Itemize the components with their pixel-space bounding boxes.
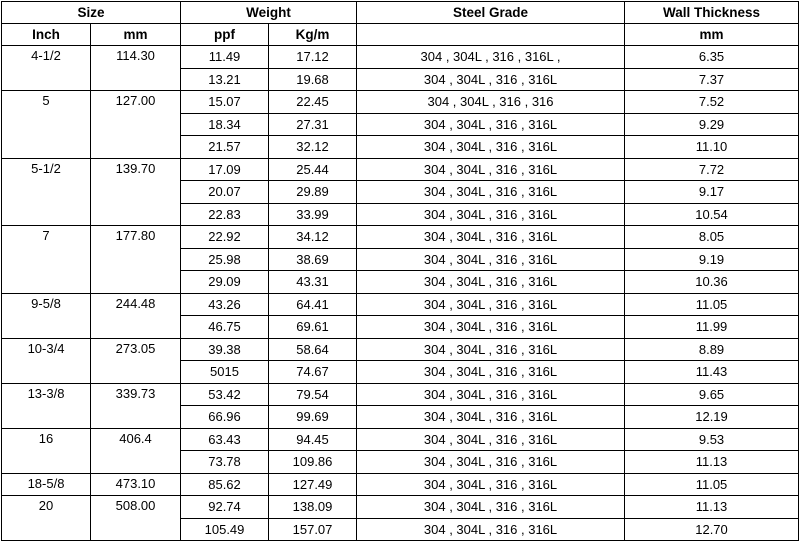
size-mm-cell: 339.73 bbox=[91, 383, 181, 428]
subheader-blank bbox=[357, 24, 625, 46]
wall-thickness-cell: 12.70 bbox=[625, 518, 799, 541]
wall-thickness-cell: 8.05 bbox=[625, 226, 799, 249]
steel-grade-cell: 304 , 304L , 316 , 316L bbox=[357, 226, 625, 249]
weight-kgm-cell: 19.68 bbox=[269, 68, 357, 91]
wall-thickness-cell: 11.05 bbox=[625, 293, 799, 316]
wall-thickness-cell: 11.05 bbox=[625, 473, 799, 496]
steel-grade-cell: 304 , 304L , 316 , 316L bbox=[357, 451, 625, 474]
size-mm-cell: 114.30 bbox=[91, 46, 181, 91]
steel-grade-cell: 304 , 304L , 316 , 316L bbox=[357, 68, 625, 91]
weight-kgm-cell: 69.61 bbox=[269, 316, 357, 339]
steel-grade-cell: 304 , 304L , 316 , 316L bbox=[357, 496, 625, 519]
size-mm-cell: 508.00 bbox=[91, 496, 181, 541]
weight-kgm-cell: 138.09 bbox=[269, 496, 357, 519]
weight-kgm-cell: 157.07 bbox=[269, 518, 357, 541]
wall-thickness-cell: 8.89 bbox=[625, 338, 799, 361]
steel-grade-cell: 304 , 304L , 316 , 316L bbox=[357, 136, 625, 159]
steel-grade-cell: 304 , 304L , 316 , 316L bbox=[357, 271, 625, 294]
header-wall-thickness: Wall Thickness bbox=[625, 2, 799, 24]
weight-ppf-cell: 22.83 bbox=[181, 203, 269, 226]
weight-kgm-cell: 17.12 bbox=[269, 46, 357, 69]
wall-thickness-cell: 11.99 bbox=[625, 316, 799, 339]
wall-thickness-cell: 7.72 bbox=[625, 158, 799, 181]
steel-grade-cell: 304 , 304L , 316 , 316L bbox=[357, 203, 625, 226]
subheader-mm: mm bbox=[91, 24, 181, 46]
steel-grade-cell: 304 , 304L , 316 , 316L bbox=[357, 406, 625, 429]
size-inch-cell: 7 bbox=[2, 226, 91, 294]
weight-ppf-cell: 13.21 bbox=[181, 68, 269, 91]
weight-ppf-cell: 85.62 bbox=[181, 473, 269, 496]
wall-thickness-cell: 6.35 bbox=[625, 46, 799, 69]
weight-ppf-cell: 43.26 bbox=[181, 293, 269, 316]
wall-thickness-cell: 9.53 bbox=[625, 428, 799, 451]
wall-thickness-cell: 10.54 bbox=[625, 203, 799, 226]
weight-ppf-cell: 63.43 bbox=[181, 428, 269, 451]
weight-ppf-cell: 73.78 bbox=[181, 451, 269, 474]
wall-thickness-cell: 9.29 bbox=[625, 113, 799, 136]
weight-kgm-cell: 127.49 bbox=[269, 473, 357, 496]
weight-kgm-cell: 22.45 bbox=[269, 91, 357, 114]
weight-ppf-cell: 5015 bbox=[181, 361, 269, 384]
table-header bbox=[2, 2, 799, 46]
steel-grade-cell: 304 , 304L , 316 , 316L bbox=[357, 361, 625, 384]
size-mm-cell: 473.10 bbox=[91, 473, 181, 496]
weight-kgm-cell: 64.41 bbox=[269, 293, 357, 316]
wall-thickness-cell: 7.37 bbox=[625, 68, 799, 91]
wall-thickness-cell: 11.13 bbox=[625, 451, 799, 474]
table-row bbox=[2, 383, 799, 406]
wall-thickness-cell: 11.43 bbox=[625, 361, 799, 384]
weight-ppf-cell: 29.09 bbox=[181, 271, 269, 294]
weight-ppf-cell: 18.34 bbox=[181, 113, 269, 136]
steel-grade-cell: 304 , 304L , 316 , 316L bbox=[357, 293, 625, 316]
wall-thickness-cell: 11.13 bbox=[625, 496, 799, 519]
weight-ppf-cell: 22.92 bbox=[181, 226, 269, 249]
steel-grade-cell: 304 , 304L , 316 , 316L bbox=[357, 428, 625, 451]
weight-kgm-cell: 109.86 bbox=[269, 451, 357, 474]
size-inch-cell: 20 bbox=[2, 496, 91, 541]
steel-grade-cell: 304 , 304L , 316 , 316L bbox=[357, 316, 625, 339]
wall-thickness-cell: 12.19 bbox=[625, 406, 799, 429]
subheader-ppf: ppf bbox=[181, 24, 269, 46]
steel-grade-cell: 304 , 304L , 316 , 316L bbox=[357, 181, 625, 204]
size-inch-cell: 18-5/8 bbox=[2, 473, 91, 496]
table-row bbox=[2, 473, 799, 496]
weight-kgm-cell: 38.69 bbox=[269, 248, 357, 271]
weight-ppf-cell: 17.09 bbox=[181, 158, 269, 181]
table-body bbox=[2, 46, 799, 541]
weight-ppf-cell: 92.74 bbox=[181, 496, 269, 519]
size-mm-cell: 139.70 bbox=[91, 158, 181, 226]
weight-kgm-cell: 43.31 bbox=[269, 271, 357, 294]
weight-kgm-cell: 58.64 bbox=[269, 338, 357, 361]
subheader-wall-mm: mm bbox=[625, 24, 799, 46]
wall-thickness-cell: 10.36 bbox=[625, 271, 799, 294]
steel-grade-cell: 304 , 304L , 316 , 316L bbox=[357, 518, 625, 541]
table-row bbox=[2, 158, 799, 181]
size-inch-cell: 10-3/4 bbox=[2, 338, 91, 383]
weight-ppf-cell: 11.49 bbox=[181, 46, 269, 69]
table-row bbox=[2, 338, 799, 361]
wall-thickness-cell: 11.10 bbox=[625, 136, 799, 159]
weight-kgm-cell: 94.45 bbox=[269, 428, 357, 451]
weight-ppf-cell: 39.38 bbox=[181, 338, 269, 361]
size-inch-cell: 5-1/2 bbox=[2, 158, 91, 226]
weight-kgm-cell: 27.31 bbox=[269, 113, 357, 136]
size-mm-cell: 406.4 bbox=[91, 428, 181, 473]
table-row bbox=[2, 91, 799, 114]
steel-grade-cell: 304 , 304L , 316 , 316L bbox=[357, 383, 625, 406]
weight-ppf-cell: 53.42 bbox=[181, 383, 269, 406]
size-inch-cell: 9-5/8 bbox=[2, 293, 91, 338]
table-row bbox=[2, 226, 799, 249]
size-inch-cell: 16 bbox=[2, 428, 91, 473]
table-row bbox=[2, 293, 799, 316]
size-inch-cell: 5 bbox=[2, 91, 91, 159]
weight-ppf-cell: 15.07 bbox=[181, 91, 269, 114]
size-mm-cell: 244.48 bbox=[91, 293, 181, 338]
weight-kgm-cell: 32.12 bbox=[269, 136, 357, 159]
weight-ppf-cell: 66.96 bbox=[181, 406, 269, 429]
wall-thickness-cell: 9.17 bbox=[625, 181, 799, 204]
wall-thickness-cell: 7.52 bbox=[625, 91, 799, 114]
weight-kgm-cell: 34.12 bbox=[269, 226, 357, 249]
wall-thickness-cell: 9.65 bbox=[625, 383, 799, 406]
size-inch-cell: 4-1/2 bbox=[2, 46, 91, 91]
table-row bbox=[2, 46, 799, 69]
subheader-kgm: Kg/m bbox=[269, 24, 357, 46]
pipe-spec-table bbox=[1, 1, 799, 541]
header-steel-grade: Steel Grade bbox=[357, 2, 625, 24]
size-mm-cell: 177.80 bbox=[91, 226, 181, 294]
wall-thickness-cell: 9.19 bbox=[625, 248, 799, 271]
header-size: Size bbox=[2, 2, 181, 24]
header-weight: Weight bbox=[181, 2, 357, 24]
weight-ppf-cell: 21.57 bbox=[181, 136, 269, 159]
table-row bbox=[2, 428, 799, 451]
weight-ppf-cell: 25.98 bbox=[181, 248, 269, 271]
weight-ppf-cell: 46.75 bbox=[181, 316, 269, 339]
size-mm-cell: 127.00 bbox=[91, 91, 181, 159]
size-inch-cell: 13-3/8 bbox=[2, 383, 91, 428]
steel-grade-cell: 304 , 304L , 316 , 316L bbox=[357, 248, 625, 271]
size-mm-cell: 273.05 bbox=[91, 338, 181, 383]
weight-kgm-cell: 74.67 bbox=[269, 361, 357, 384]
steel-grade-cell: 304 , 304L , 316 , 316L bbox=[357, 113, 625, 136]
weight-kgm-cell: 79.54 bbox=[269, 383, 357, 406]
weight-kgm-cell: 99.69 bbox=[269, 406, 357, 429]
weight-kgm-cell: 29.89 bbox=[269, 181, 357, 204]
steel-grade-cell: 304 , 304L , 316 , 316L bbox=[357, 158, 625, 181]
weight-ppf-cell: 20.07 bbox=[181, 181, 269, 204]
steel-grade-cell: 304 , 304L , 316 , 316L bbox=[357, 473, 625, 496]
steel-grade-cell: 304 , 304L , 316 , 316L bbox=[357, 338, 625, 361]
table-row bbox=[2, 496, 799, 519]
weight-kgm-cell: 33.99 bbox=[269, 203, 357, 226]
weight-ppf-cell: 105.49 bbox=[181, 518, 269, 541]
steel-grade-cell: 304 , 304L , 316 , 316L , bbox=[357, 46, 625, 69]
steel-grade-cell: 304 , 304L , 316 , 316 bbox=[357, 91, 625, 114]
weight-kgm-cell: 25.44 bbox=[269, 158, 357, 181]
subheader-inch: Inch bbox=[2, 24, 91, 46]
